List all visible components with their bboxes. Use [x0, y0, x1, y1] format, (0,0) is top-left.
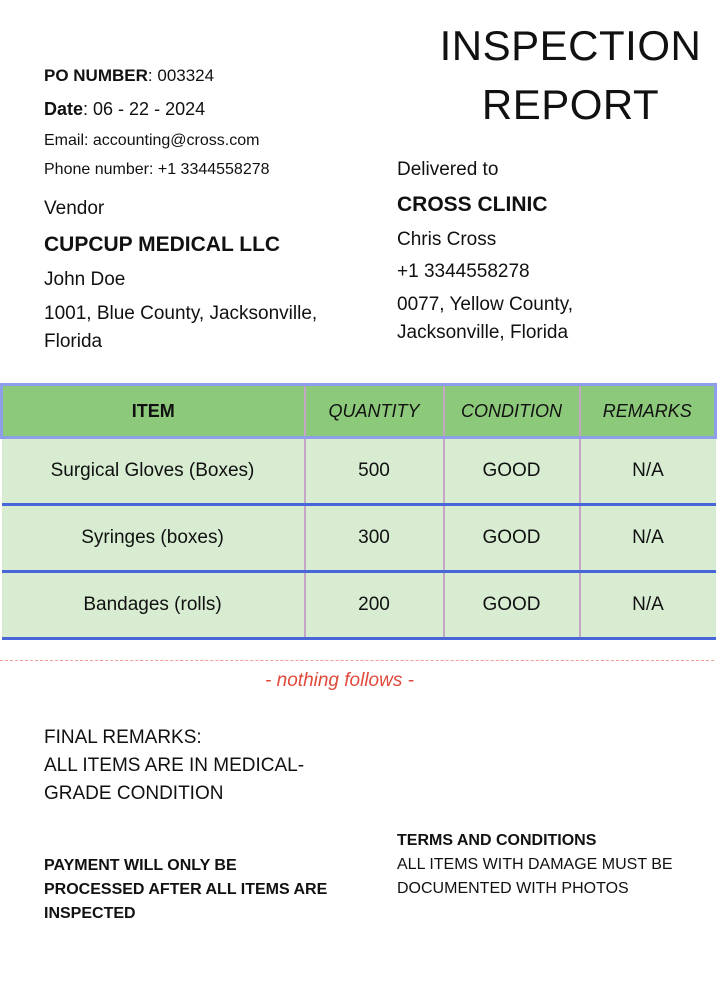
report-title-line-1: INSPECTION — [439, 22, 702, 69]
terms-and-conditions — [397, 829, 673, 901]
payment-note — [44, 854, 327, 926]
column-header-remarks: REMARKS — [580, 385, 716, 438]
cell-quantity: 300 — [305, 505, 444, 572]
column-header-condition: CONDITION — [444, 385, 580, 438]
cell-condition: GOOD — [444, 505, 580, 572]
po-number-label: PO NUMBER — [44, 66, 148, 85]
date-label: Date — [44, 99, 84, 119]
cell-item: Bandages (rolls) — [2, 572, 305, 639]
delivered-phone: +1 3344558278 — [397, 261, 530, 282]
email: Email: accounting@cross.com — [44, 132, 260, 149]
vendor-address-line-1: 1001, Blue County, Jacksonville, — [44, 303, 318, 324]
cell-condition: GOOD — [444, 438, 580, 505]
payment-note-line-2: PROCESSED AFTER ALL ITEMS ARE — [44, 881, 328, 898]
nothing-follows-note: - nothing follows - — [265, 670, 414, 691]
table-header-row — [2, 385, 716, 438]
dashed-divider — [0, 660, 714, 661]
payment-note-line-1: PAYMENT WILL ONLY BE — [44, 857, 237, 874]
po-number: PO NUMBER: 003324 — [44, 66, 215, 85]
final-remarks-line-1: FINAL REMARKS: — [44, 727, 202, 748]
po-number-value: 003324 — [157, 66, 215, 85]
vendor-heading: Vendor — [44, 198, 105, 219]
terms-line-2: DOCUMENTED WITH PHOTOS — [397, 880, 629, 897]
column-header-item: ITEM — [2, 385, 305, 438]
final-remarks-line-3: GRADE CONDITION — [44, 783, 224, 804]
vendor-contact: John Doe — [44, 269, 126, 290]
payment-note-line-3: INSPECTED — [44, 905, 136, 922]
cell-item: Syringes (boxes) — [2, 505, 305, 572]
date: Date: 06 - 22 - 2024 — [44, 99, 206, 119]
final-remarks — [44, 724, 304, 808]
vendor-address — [44, 300, 317, 356]
cell-remarks: N/A — [580, 438, 716, 505]
delivered-address-line-1: 0077, Yellow County, — [397, 294, 574, 315]
terms-line-1: ALL ITEMS WITH DAMAGE MUST BE — [397, 856, 673, 873]
cell-remarks: N/A — [580, 572, 716, 639]
date-value: 06 - 22 - 2024 — [93, 99, 206, 119]
table-row — [2, 438, 716, 505]
final-remarks-line-2: ALL ITEMS ARE IN MEDICAL- — [44, 755, 305, 776]
phone-number: Phone number: +1 3344558278 — [44, 161, 270, 178]
terms-heading: TERMS AND CONDITIONS — [397, 832, 597, 849]
cell-remarks: N/A — [580, 505, 716, 572]
vendor-address-line-2: Florida — [44, 331, 103, 352]
report-title — [430, 16, 711, 134]
column-header-quantity: QUANTITY — [305, 385, 444, 438]
vendor-name: CUPCUP MEDICAL LLC — [44, 233, 281, 256]
table-row — [2, 572, 716, 639]
cell-item: Surgical Gloves (Boxes) — [2, 438, 305, 505]
cell-quantity: 200 — [305, 572, 444, 639]
delivered-name: CROSS CLINIC — [397, 193, 548, 216]
delivered-address — [397, 291, 573, 347]
delivered-address-line-2: Jacksonville, Florida — [397, 322, 569, 343]
cell-condition: GOOD — [444, 572, 580, 639]
cell-quantity: 500 — [305, 438, 444, 505]
items-table — [0, 383, 717, 640]
report-title-line-2: REPORT — [481, 81, 660, 128]
table-row — [2, 505, 716, 572]
delivered-contact: Chris Cross — [397, 229, 497, 250]
delivered-heading: Delivered to — [397, 159, 499, 180]
